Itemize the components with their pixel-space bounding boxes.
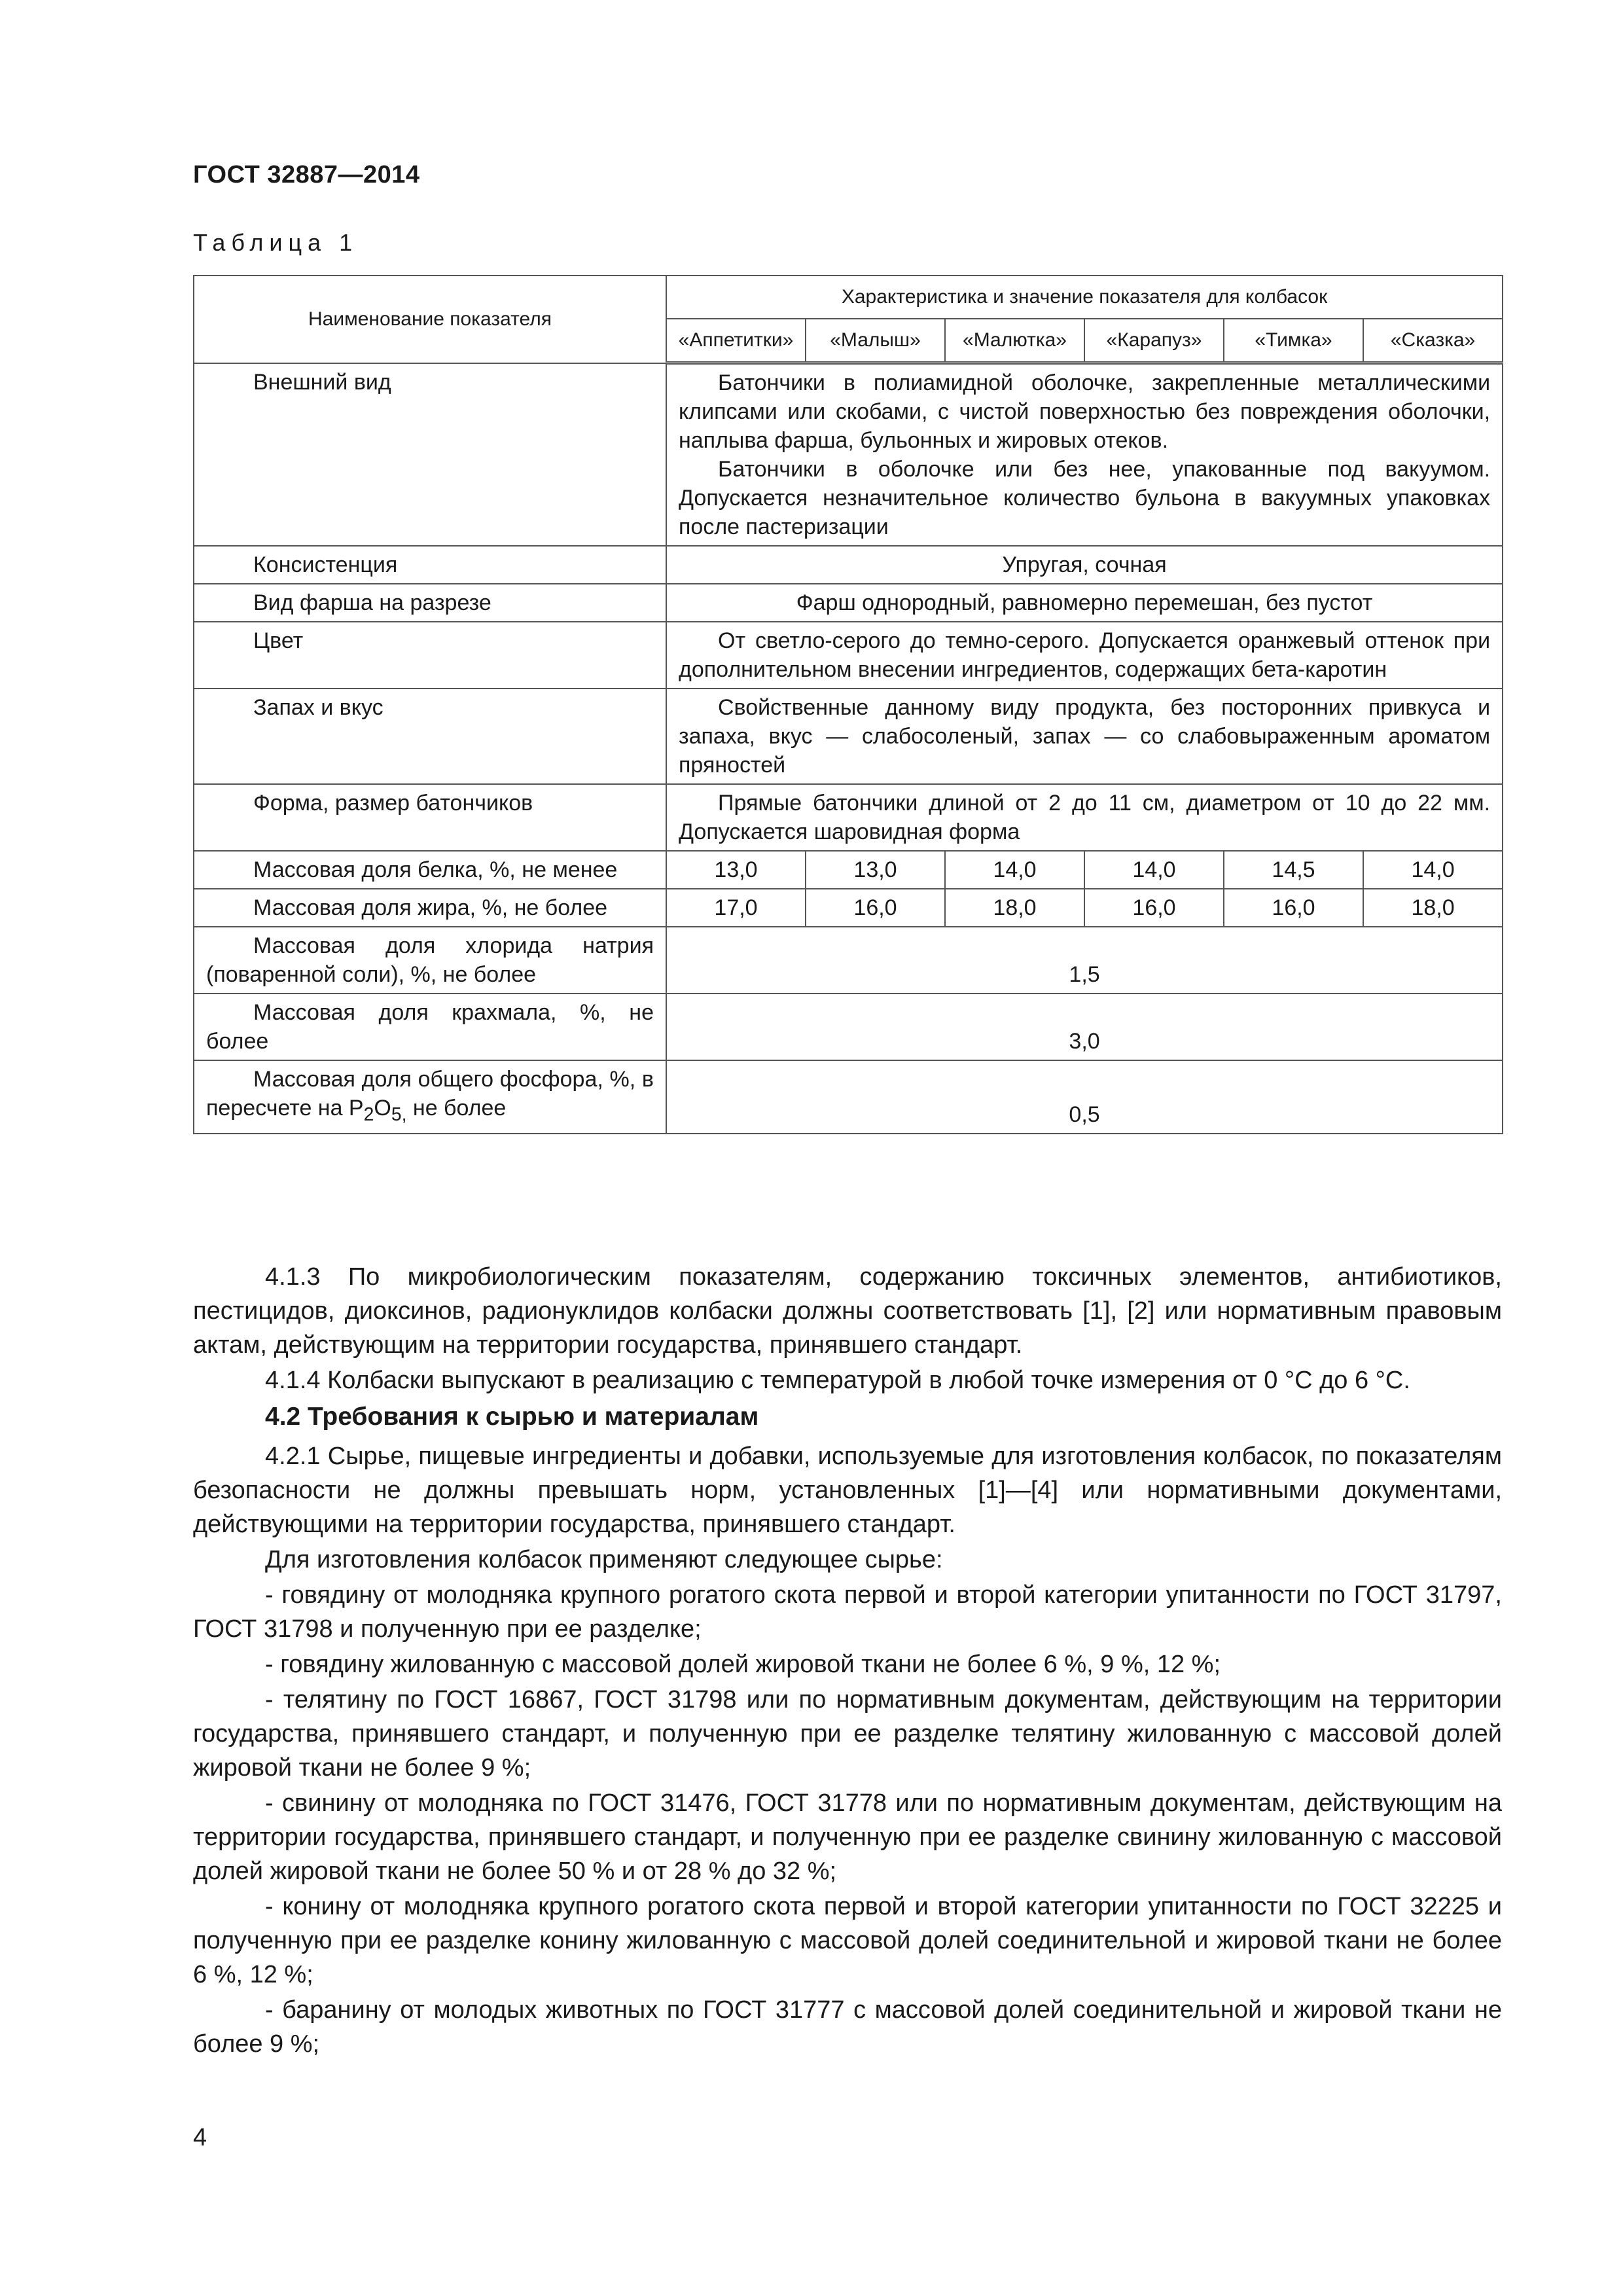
table-row — [194, 889, 1503, 927]
row-value-paragraph: Батончики в оболочке или без нее, упакованные под вакуумом. Допускается незначительное количество бульона в вакуумных упаковках после пастеризации — [679, 457, 1491, 539]
clause-4-1-3: 4.1.3 По микробиологическим показателям, содержанию токсичных элементов, антибиотиков, пестицидов, диоксинов, радионуклидов колбаски должны соответствовать [1], [2] или нормативным правовым актам, действующим на территории государства, принявшего стандарт. — [193, 1263, 1502, 1359]
header-product: «Малютка» — [945, 319, 1084, 363]
header-product: «Карапуз» — [1084, 319, 1224, 363]
table-row — [194, 546, 1503, 584]
cell-value: 17,0 — [666, 889, 806, 927]
row-value: 3,0 — [666, 994, 1503, 1060]
specification-table — [193, 275, 1503, 1134]
cell-value: 14,0 — [1084, 851, 1224, 889]
cell-value: 16,0 — [806, 889, 945, 927]
row-name: Консистенция — [194, 546, 666, 584]
header-product: «Тимка» — [1224, 319, 1363, 363]
table-row — [194, 851, 1503, 889]
row-name — [194, 1060, 666, 1134]
cell-value: 14,0 — [1363, 851, 1503, 889]
row-value: 1,5 — [666, 927, 1503, 994]
table-row — [194, 994, 1503, 1060]
list-item: - говядину жилованную с массовой долей жировой ткани не более 6 %, 9 %, 12 %; — [265, 1651, 1221, 1678]
section-heading-4-2: 4.2 Требования к сырью и материалам — [265, 1403, 759, 1431]
list-item: - телятину по ГОСТ 16867, ГОСТ 31798 или по нормативным документам, действующим на территории государства, принявшего стандарт, и полученную при ее разделке телятину жилованную с массовой долей жировой ткани не более 9 %; — [193, 1686, 1502, 1782]
row-name: Вид фарша на разрезе — [194, 584, 666, 622]
row-value — [666, 689, 1503, 784]
row-value — [666, 784, 1503, 851]
subscript: 5, — [391, 1103, 407, 1125]
header-product: «Аппетитки» — [666, 319, 806, 363]
row-value — [666, 622, 1503, 689]
list-item: - говядину от молодняка крупного рогатого скота первой и второй категории упитанности по ГОСТ 31797, ГОСТ 31798 и полученную при ее разделке; — [193, 1581, 1502, 1643]
header-product: «Сказка» — [1363, 319, 1503, 363]
table-header-row — [194, 276, 1503, 319]
row-name-text: Массовая доля общего фосфора, %, в пересчете на P — [206, 1067, 654, 1121]
document-title: ГОСТ 32887—2014 — [193, 161, 420, 188]
subscript: 2 — [363, 1103, 374, 1125]
page-number: 4 — [193, 2124, 207, 2151]
cell-value: 18,0 — [945, 889, 1084, 927]
cell-value: 18,0 — [1363, 889, 1503, 927]
row-value: Фарш однородный, равномерно перемешан, без пустот — [666, 584, 1503, 622]
row-value: 0,5 — [666, 1060, 1503, 1134]
row-value-paragraph: От светло-серого до темно-серого. Допускается оранжевый оттенок при дополнительном внесении ингредиентов, содержащих бета-каротин — [679, 628, 1491, 682]
cell-value: 16,0 — [1224, 889, 1363, 927]
table-row — [194, 1060, 1503, 1134]
table-row — [194, 784, 1503, 851]
row-name: Цвет — [194, 622, 666, 689]
cell-value: 13,0 — [666, 851, 806, 889]
table-caption: Таблица 1 — [193, 229, 359, 256]
table-row — [194, 689, 1503, 784]
row-name: Массовая доля жира, %, не более — [194, 889, 666, 927]
row-name: Массовая доля крахмала, %, не более — [194, 994, 666, 1060]
row-name: Внешний вид — [194, 363, 666, 547]
list-item: - свинину от молодняка по ГОСТ 31476, ГОСТ 31778 или по нормативным документам, действующим на территории государства, принявшего стандарт, и полученную при ее разделке свинину жилованную с массовой долей жировой ткани не более 50 % и от 28 % до 32 %; — [193, 1789, 1502, 1885]
clause-4-1-4: 4.1.4 Колбаски выпускают в реализацию с температурой в любой точке измерения от 0 °С до 6 °С. — [265, 1367, 1410, 1394]
table-row — [194, 622, 1503, 689]
cell-value: 14,5 — [1224, 851, 1363, 889]
row-value-paragraph: Свойственные данному виду продукта, без посторонних привкуса и запаха, вкус — слабосоленый, запах — со слабовыраженным ароматом пряностей — [679, 695, 1491, 778]
cell-value: 16,0 — [1084, 889, 1224, 927]
header-product: «Малыш» — [806, 319, 945, 363]
header-product-group: Характеристика и значение показателя для колбасок — [666, 276, 1503, 319]
table-row — [194, 584, 1503, 622]
body-text — [193, 1260, 1502, 2062]
raw-materials-intro: Для изготовления колбасок применяют следующее сырье: — [265, 1546, 943, 1573]
row-name: Массовая доля белка, %, не менее — [194, 851, 666, 889]
row-name-text: O — [374, 1096, 391, 1121]
row-name: Запах и вкус — [194, 689, 666, 784]
list-item: - баранину от молодых животных по ГОСТ 31777 с массовой долей соединительной и жировой ткани не более 9 %; — [193, 1996, 1502, 2058]
row-value: Упругая, сочная — [666, 546, 1503, 584]
row-name-text: не более — [406, 1096, 507, 1121]
table-row — [194, 927, 1503, 994]
row-name: Форма, размер батончиков — [194, 784, 666, 851]
clause-4-2-1: 4.2.1 Сырье, пищевые ингредиенты и добавки, используемые для изготовления колбасок, по показателям безопасности не должны превышать норм, установленных [1]—[4] или нормативными документами, действующими на территории государства, принявшего стандарт. — [193, 1443, 1502, 1538]
row-value-paragraph: Батончики в полиамидной оболочке, закрепленные металлическими клипсами или скобами, с чистой поверхностью без повреждения оболочки, наплыва фарша, бульонных и жировых отеков. — [679, 370, 1491, 453]
row-value — [666, 363, 1503, 547]
cell-value: 14,0 — [945, 851, 1084, 889]
table-row — [194, 363, 1503, 547]
row-value-paragraph: Прямые батончики длиной от 2 до 11 см, диаметром от 10 до 22 мм. Допускается шаровидная форма — [679, 791, 1491, 844]
list-item: - конину от молодняка крупного рогатого скота первой и второй категории упитанности по ГОСТ 32225 и полученную при ее разделке конину жилованную с массовой долей соединительной и жировой ткани не более 6 %, 12 %; — [193, 1893, 1502, 1988]
cell-value: 13,0 — [806, 851, 945, 889]
header-indicator-name: Наименование показателя — [194, 276, 666, 363]
row-name: Массовая доля хлорида натрия (поваренной соли), %, не более — [194, 927, 666, 994]
